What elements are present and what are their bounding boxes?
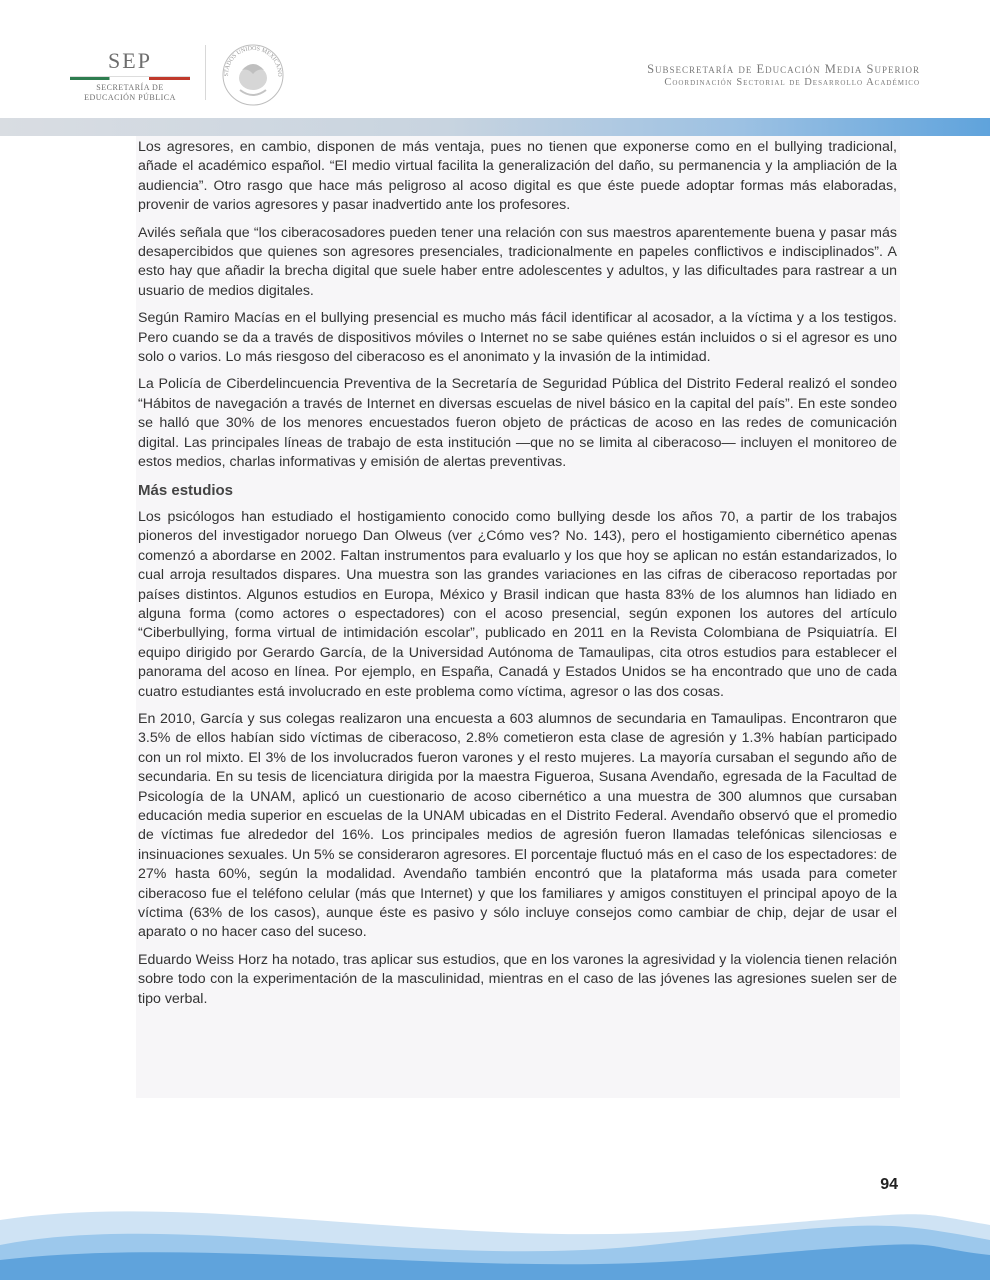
page-number: 94 — [880, 1176, 898, 1193]
header-institution — [647, 62, 920, 88]
paragraph: Los psicólogos han estudiado el hostigamiento conocido como bullying desde los años 70, a partir de los trabajos pioneros del investigador noruego Dan Olweus (ver ¿Cómo ves? No. 143), pero el hostigamiento cibernético apenas comenzó a abordarse en 2002. Faltan instrumentos para evaluarlo y los que hoy se aplican no están estandarizados, lo cual arroja resultados dispares. Una muestra son las grandes variaciones en las cifras de ciberacoso reportadas por países distintos. Algunos estudios en Europa, México y Brasil indican que hasta 83% de los alumnos han lidiado en alguna forma (como actores o espectadores) con el acoso presencial, según exponen los autores del artículo “Ciberbullying, forma virtual de intimidación escolar”, publicado en 2011 en la Revista Colombiana de Psiquiatría. El equipo dirigido por Gerardo García, de la Universidad Autónoma de Tamaulipas, cita otros estudios para establecer el panorama del acoso en línea. Por ejemplo, en España, Canadá y Estados Unidos se ha encontrado que uno de cada cuatro estudiantes está involucrado en este problema como víctima, agresor o las dos cosas. — [138, 508, 897, 700]
paragraph: Eduardo Weiss Horz ha notado, tras aplicar sus estudios, que en los varones la agresividad y la violencia tienen relación sobre todo con la experimentación de la masculinidad, mientras en el caso de las jóvenes las agresiones suelen ser de tipo verbal. — [138, 951, 897, 1007]
header-divider — [205, 45, 206, 100]
paragraph: En 2010, García y sus colegas realizaron una encuesta a 603 alumnos de secundaria en Tamaulipas. Encontraron que 3.5% de ellos habían sido víctimas de ciberacoso, 2.8% cometieron esta clase de agresión y 1.3% habían participado con un rol mixto. El 3% de los involucrados fueron varones y el resto mujeres. La mayoría cursaban el segundo año de secundaria. En su tesis de licenciatura dirigida por la maestra Figueroa, Susana Avendaño, egresada de la Facultad de Psicología de la UNAM, aplicó un cuestionario de acoso cibernético a una muestra de 300 alumnos que cursaban educación media superior en escuelas de la UNAM ubicadas en el Distrito Federal. Avendaño observó que el promedio de víctimas fue alrededor del 16%. Los principales medios de agresión fueron llamadas telefónicas silenciosas e insinuaciones sexuales. Un 5% se consideraron agresores. El porcentaje fluctuó más en el caso de los espectadores: de 27% hasta 60%, según la modalidad. Avendaño también encontró que la plataforma más usada para cometer ciberacoso fue el teléfono celular (más que Internet) y que los familiares y amigos constituyen el principal apoyo de la víctima (63% de los casos), aunque éste es pasivo y sólo incluye consejos como cambiar de chip, dejar de usar el aparato o no hacer caso del suceso. — [138, 710, 897, 941]
paragraph: Los agresores, en cambio, disponen de más ventaja, pues no tienen que exponerse como en el bullying tradicional, añade el académico español. “El medio virtual facilita la generalización del daño, su permanencia y la ampliación de la audiencia”. Otro rasgo que hace más peligroso al acoso digital es que éste puede adoptar formas más elaboradas, provenir de varios agresores y pasar inadvertido ante los profesores. — [138, 139, 897, 214]
footer-waves — [0, 1190, 990, 1280]
paragraph: La Policía de Ciberdelincuencia Preventiva de la Secretaría de Seguridad Pública del Distrito Federal realizó el sondeo “Hábitos de navegación a través de Internet en diversas escuelas de nivel básico en la capital del país”. En este sondeo se halló que 30% de los menores encuestados fueron objeto de prácticas de acoso en las redes de comunicación digital. Las principales líneas de trabajo de esta institución —que no se limita al ciberacoso— incluyen el monitoreo de estos medios, charlas informativas y emisión de alertas preventivas. — [138, 376, 897, 471]
sep-line-2: EDUCACIÓN PÚBLICA — [84, 93, 176, 102]
sep-acronym: SEP — [108, 48, 152, 73]
header-line-2: Coordinación Sectorial de Desarrollo Académico — [664, 77, 920, 88]
seal-text: STADOS UNIDOS MEXICANO — [223, 45, 283, 77]
header-gradient-band — [0, 118, 990, 136]
paragraph: Avilés señala que “los ciberacosadores pueden tener una relación con sus maestros aparentemente buena y pasar más desapercibidos que quienes son agresores presenciales, tradicionalmente en papeles conflictivos e indisciplinados”. A esto hay que añadir la brecha digital que suele haber entre adolescentes y adultos, y las dificultades para rastrear a un usuario de medios digitales. — [138, 224, 897, 299]
header-line-1: Subsecretaría de Educación Media Superior — [647, 62, 920, 76]
sep-logo — [70, 48, 190, 103]
page-header — [0, 0, 990, 120]
sep-line-1: SECRETARÍA DE — [96, 83, 164, 92]
article-body — [138, 138, 897, 1017]
section-heading: Más estudios — [138, 481, 234, 499]
national-seal-icon — [218, 40, 288, 110]
sep-color-bar — [70, 76, 190, 80]
paragraph: Según Ramiro Macías en el bullying presencial es mucho más fácil identificar al acosador, a la víctima y a los testigos. Pero cuando se da a través de dispositivos móviles o Internet no se sabe quiénes están incluidos o si el agresor es uno solo o varios. Lo más riesgoso del ciberacoso es el anonimato y la invasión de la intimidad. — [138, 310, 897, 366]
